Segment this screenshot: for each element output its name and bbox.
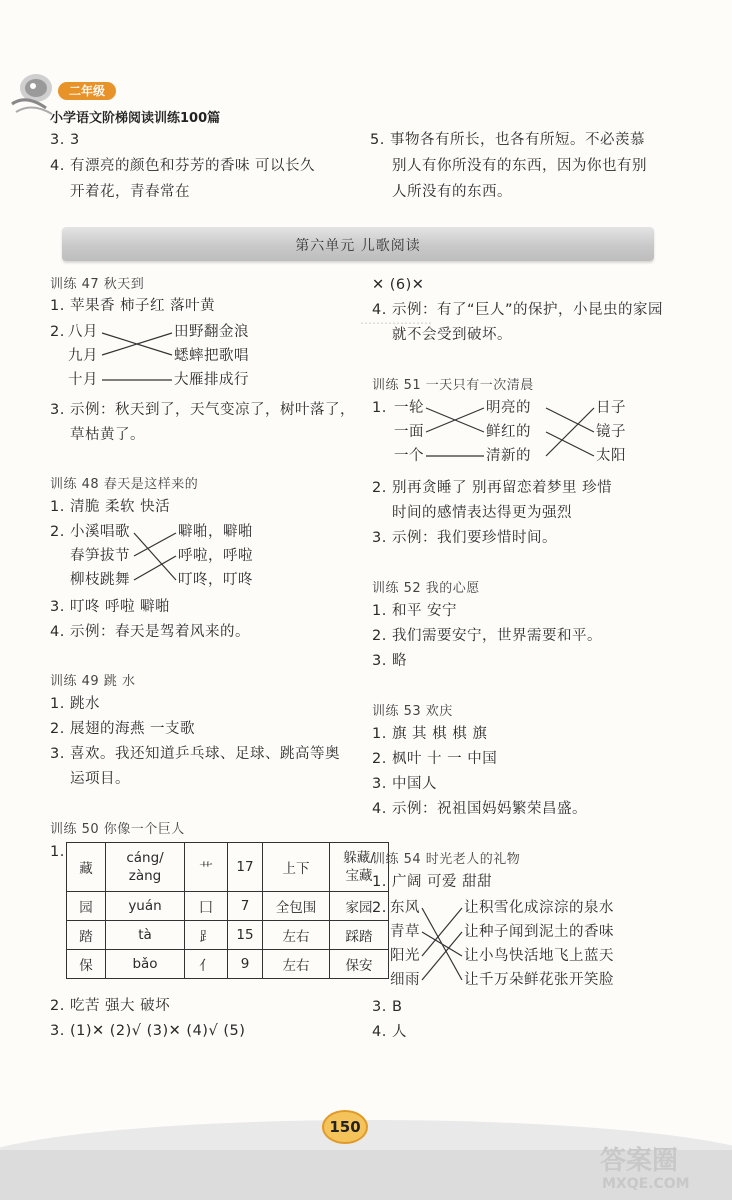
bleed-through-text: ……………… [360, 313, 432, 327]
table-cell: yuán [106, 892, 185, 921]
table-cell: 全包围 [263, 892, 330, 921]
section-title: 训练 49 跳 水 [50, 674, 136, 689]
match-right-item: 让积雪化成淙淙的泉水 [464, 900, 614, 916]
match-right-item: 田野翻金浪 [174, 324, 249, 340]
match-right-item: 叮咚，叮咚 [178, 572, 253, 588]
table-cell: 躲藏/ 宝藏 [330, 843, 389, 892]
table-cell: 9 [228, 950, 263, 979]
answer-line: 1. 和平 安宁 [372, 603, 458, 619]
match-right-item: 镜子 [596, 424, 626, 440]
match-right-item: 让种子闻到泥土的香味 [464, 924, 614, 940]
table-cell: 囗 [185, 892, 228, 921]
answer-line: 3. 示例：我们要珍惜时间。 [372, 530, 557, 546]
item-number: 1. [50, 844, 65, 860]
table-cell: 家园 [330, 892, 389, 921]
answer-line: 3. (1)✕ (2)√ (3)✕ (4)√ (5) [50, 1023, 246, 1039]
table-cell: cáng/ zàng [106, 843, 185, 892]
item-number: 2. [50, 324, 65, 340]
match-left-item: 东风 [390, 900, 420, 916]
answer-line: 2. 别再贪睡了 别再留恋着梦里 珍惜 [372, 480, 613, 496]
watermark-logo: 答案圈 [600, 1146, 679, 1176]
answer-line: 5. 事物各有所长，也各有所短。不必羡慕 [370, 132, 645, 148]
answer-line: 3. 略 [372, 653, 407, 669]
answer-line: 人所没有的东西。 [392, 184, 512, 200]
match-line [134, 556, 176, 580]
match-right-item: 让千万朵鲜花张开笑脸 [464, 972, 614, 988]
answer-line: 4. 示例：春天是驾着风来的。 [50, 624, 250, 640]
answer-line: 运项目。 [70, 771, 130, 787]
answer-line: 3. 喜欢。我还知道乒乓球、足球、跳高等奥 [50, 746, 340, 762]
match-line [134, 533, 176, 556]
match-left-item: 一面 [394, 424, 424, 440]
table-cell: 藏 [67, 843, 106, 892]
table-cell: 艹 [185, 843, 228, 892]
answer-line: 3. 示例：秋天到了，天气变凉了，树叶落了， [50, 402, 355, 418]
answer-line: 1. 苹果香 柿子红 落叶黄 [50, 298, 216, 314]
section-title: 训练 50 你像一个巨人 [50, 822, 185, 837]
answer-line: 3. 叮咚 呼啦 噼啪 [50, 599, 171, 615]
answer-line: 4. 有漂亮的颜色和芬芳的香味 可以长久 [50, 158, 316, 174]
answer-line: 3. 3 [50, 132, 80, 148]
match-line [546, 408, 594, 432]
match-right-item: 蟋蟀把歌唱 [174, 348, 249, 364]
item-number: 1. [372, 400, 387, 416]
match-right-item: 太阳 [596, 448, 626, 464]
match-left-item: 小溪唱歌 [70, 524, 130, 540]
unit-title: 第六单元 儿歌阅读 [295, 238, 421, 254]
table-cell: 踩踏 [330, 921, 389, 950]
answer-line: 就不会受到破坏。 [392, 327, 512, 343]
table-cell: 园 [67, 892, 106, 921]
match-left-item: 青草 [390, 924, 420, 940]
match-line [422, 908, 462, 956]
match-left-item: 一轮 [394, 400, 424, 416]
series-title: 小学语文阶梯阅读训练100篇 [50, 111, 221, 126]
match-right-item: 让小鸟快活地飞上蓝天 [464, 948, 614, 964]
table-cell: 保安 [330, 950, 389, 979]
table-cell: 保 [67, 950, 106, 979]
section-title: 训练 47 秋天到 [50, 277, 145, 292]
match-mid-item: 鲜红的 [486, 424, 531, 440]
match-line [134, 533, 176, 580]
table-cell: 亻 [185, 950, 228, 979]
match-left-item: 细雨 [390, 972, 420, 988]
answer-line: 3. B [372, 999, 403, 1015]
grade-badge: 二年级 [58, 82, 116, 100]
answer-line: 时间的感情表达得更为强烈 [392, 505, 572, 521]
answer-line: 2. 我们需要安宁，世界需要和平。 [372, 628, 602, 644]
match-left-item: 阳光 [390, 948, 420, 964]
answer-line: ✕ (6)✕ [372, 277, 425, 293]
section-title: 训练 51 一天只有一次清晨 [372, 378, 534, 393]
section-title: 训练 54 时光老人的礼物 [372, 852, 521, 867]
item-number: 2. [372, 900, 387, 916]
answer-line: 1. 旗 其 棋 棋 旗 [372, 726, 488, 742]
match-right-item: 噼啪，噼啪 [178, 524, 253, 540]
answer-line: 1. 清脆 柔软 快活 [50, 499, 171, 515]
page-number: 150 [322, 1110, 368, 1144]
match-mid-item: 明亮的 [486, 400, 531, 416]
match-left-item: 八月 [68, 324, 98, 340]
watermark-url: MXQE.COM [602, 1176, 690, 1192]
table-cell: tà [106, 921, 185, 950]
section-title: 训练 48 春天是这样来的 [50, 477, 199, 492]
section-title: 训练 53 欢庆 [372, 704, 453, 719]
match-right-item: 大雁排成行 [174, 372, 249, 388]
table-cell: 左右 [263, 950, 330, 979]
answer-line: 开着花，青春常在 [70, 184, 190, 200]
table-cell: 上下 [263, 843, 330, 892]
match-left-item: 春笋拔节 [70, 548, 130, 564]
match-line [546, 408, 594, 456]
table-cell: 15 [228, 921, 263, 950]
match-right-item: 呼啦，呼啦 [178, 548, 253, 564]
match-left-item: 一个 [394, 448, 424, 464]
table-cell: 7 [228, 892, 263, 921]
answer-line: 1. 广阔 可爱 甜甜 [372, 874, 493, 890]
answer-line: 4. 示例：有了“巨人”的保护，小昆虫的家园 [372, 302, 663, 318]
table-cell: ⻊ [185, 921, 228, 950]
match-line [422, 932, 462, 980]
match-line [422, 932, 462, 956]
answer-line: 2. 展翅的海燕 一支歌 [50, 721, 196, 737]
section-title: 训练 52 我的心愿 [372, 581, 480, 596]
table-cell: bǎo [106, 950, 185, 979]
answer-line: 4. 人 [372, 1024, 407, 1040]
match-left-item: 九月 [68, 348, 98, 364]
item-number: 2. [50, 524, 65, 540]
table-cell: 左右 [263, 921, 330, 950]
answer-line: 3. 中国人 [372, 776, 437, 792]
answer-line: 4. 示例：祝祖国妈妈繁荣昌盛。 [372, 801, 587, 817]
answer-line: 别人有你所没有的东西，因为你也有别 [392, 158, 647, 174]
answer-line: 1. 跳水 [50, 696, 100, 712]
match-line [546, 432, 594, 456]
match-right-item: 日子 [596, 400, 626, 416]
table-cell: 17 [228, 843, 263, 892]
table-cell: 踏 [67, 921, 106, 950]
match-left-item: 十月 [68, 372, 98, 388]
answer-line: 草枯黄了。 [70, 427, 145, 443]
match-left-item: 柳枝跳舞 [70, 572, 130, 588]
answer-line: 2. 枫叶 十 一 中国 [372, 751, 498, 767]
answer-line: 2. 吃苦 强大 破坏 [50, 998, 171, 1014]
match-mid-item: 清新的 [486, 448, 531, 464]
